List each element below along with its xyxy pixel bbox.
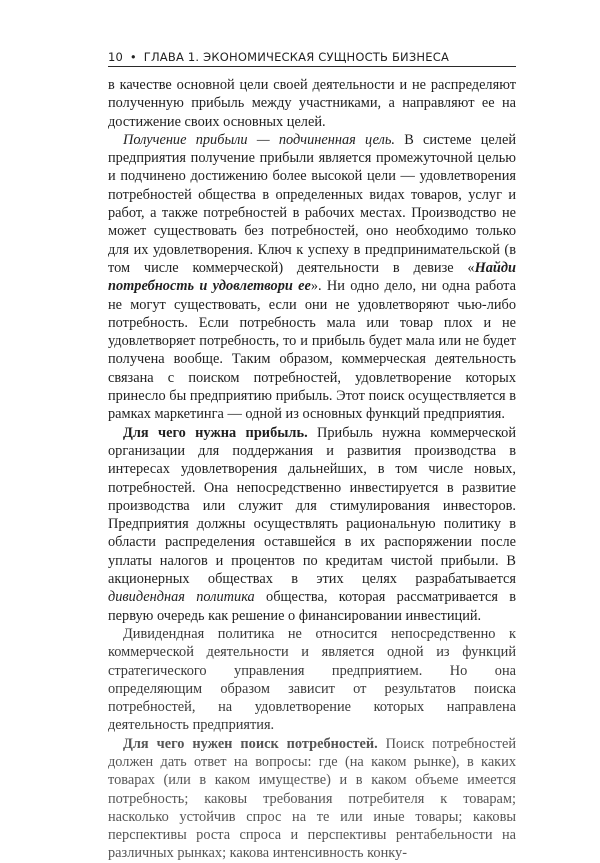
paragraph-text: общества, которая рассматривается в первую очередь как решение о финансировании инвестиций.	[108, 589, 516, 624]
paragraph-dividend-policy: Дивидендная политика не относится непосредственно к коммерческой деятельности и является одной из функций стратегического управления предприятием. Но она определяющим образом зависит от результатов поиска потребностей, на удовлетворение которых направлена деятельность предприятия.	[108, 625, 516, 734]
chapter-label: ГЛАВА 1.	[143, 50, 200, 64]
paragraph-text: Поиск потребностей должен дать ответ на вопросы: где (на каком рынке), в каких товарах (или в каком имуществе) и в каком объеме имеется потребность; каковы требования потребителя к товарам; насколько устойчив спрос на те или иные товары; каковы перспективы роста спроса и перспективы рентабельности на различных рынках; какова интенсивность конку-	[108, 735, 516, 862]
paragraph-why-search	[108, 735, 516, 863]
paragraph-lead: Для чего нужна прибыль.	[123, 424, 308, 441]
header-bullet: •	[129, 50, 137, 64]
paragraph-text: В системе целей предприятия получение прибыли является промежуточной целью и подчинено достижению более высокой цели — удовлетворения потребностей общества в определенных видах товаров, услуг и работ, а также потребностей в рабочих местах. Производство не может существовать без потребностей, оно необходимо только для их удовлетворения. Ключ к успеху в предпринимательской (в том числе коммерческой) деятельности в девизе «	[108, 131, 516, 276]
paragraph-lead: Для чего нужен поиск потребностей.	[123, 735, 378, 752]
paragraph-text: ». Ни одно дело, ни одна работа не могут существовать, если они не удовлетворяют чью-либо потребность. Если потребность мала или товар плох и не удовлетворяет потребность, то и прибыль будет мала или не будет получена вообще. Таким образом, коммерческая деятельность связана с поиском потребностей, удовлетворение которых принесло бы предприятию прибыль. Этот поиск осуществляется в рамках маркетинга — одной из основных функций предприятия.	[108, 278, 516, 423]
paragraph-text: Прибыль нужна коммерческой организации для поддержания и развития производства в интересах удовлетворения дальнейших, в том числе новых, потребностей. Она непосредственно инвестируется в развитие производства или служит для стимулирования инвесторов. Предприятия должны осуществлять рациональную политику в области распределения оставшейся в их распоряжении после уплаты налогов и процентов по кредитам чистой прибыли. В акционерных обществах в этих целях разрабатывается	[108, 424, 516, 588]
paragraph-continued: в качестве основной цели своей деятельности и не распределяют полученную прибыль между участниками, а направляют ее на достижение своих основных целей.	[108, 77, 516, 130]
chapter-title: ЭКОНОМИЧЕСКАЯ СУЩНОСТЬ БИЗНЕСА	[203, 50, 450, 64]
motto-text: Найди потребность и удовлетвори ее	[108, 259, 516, 295]
term-text: дивидендная политика	[108, 589, 255, 606]
page-number: 10	[108, 50, 124, 64]
page-body	[108, 76, 516, 863]
paragraph-why-profit	[108, 424, 516, 625]
running-header	[108, 50, 516, 67]
paragraph-profit-subordinate	[108, 131, 516, 424]
paragraph-lead: Получение прибыли — подчиненная цель.	[123, 131, 395, 148]
book-page	[108, 50, 516, 863]
